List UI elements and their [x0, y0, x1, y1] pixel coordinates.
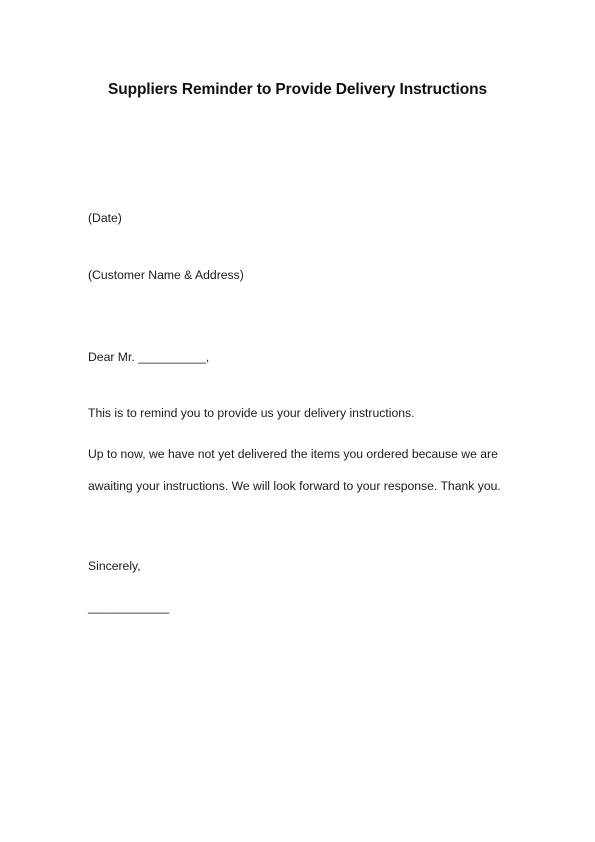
letter-title: Suppliers Reminder to Provide Delivery Instructions: [107, 81, 488, 98]
customer-placeholder: (Customer Name & Address): [88, 268, 244, 282]
date-placeholder: (Date): [88, 211, 122, 225]
body-paragraph-2-line-1: Up to now, we have not yet delivered the items you ordered because we are: [88, 447, 498, 461]
salutation: Dear Mr. __________,: [88, 350, 210, 364]
signature-line: ____________: [88, 600, 170, 614]
body-paragraph-1: This is to remind you to provide us your delivery instructions.: [88, 406, 415, 420]
body-paragraph-2-line-2: awaiting your instructions. We will look forward to your response. Thank you.: [88, 479, 501, 493]
closing: Sincerely,: [88, 559, 141, 573]
